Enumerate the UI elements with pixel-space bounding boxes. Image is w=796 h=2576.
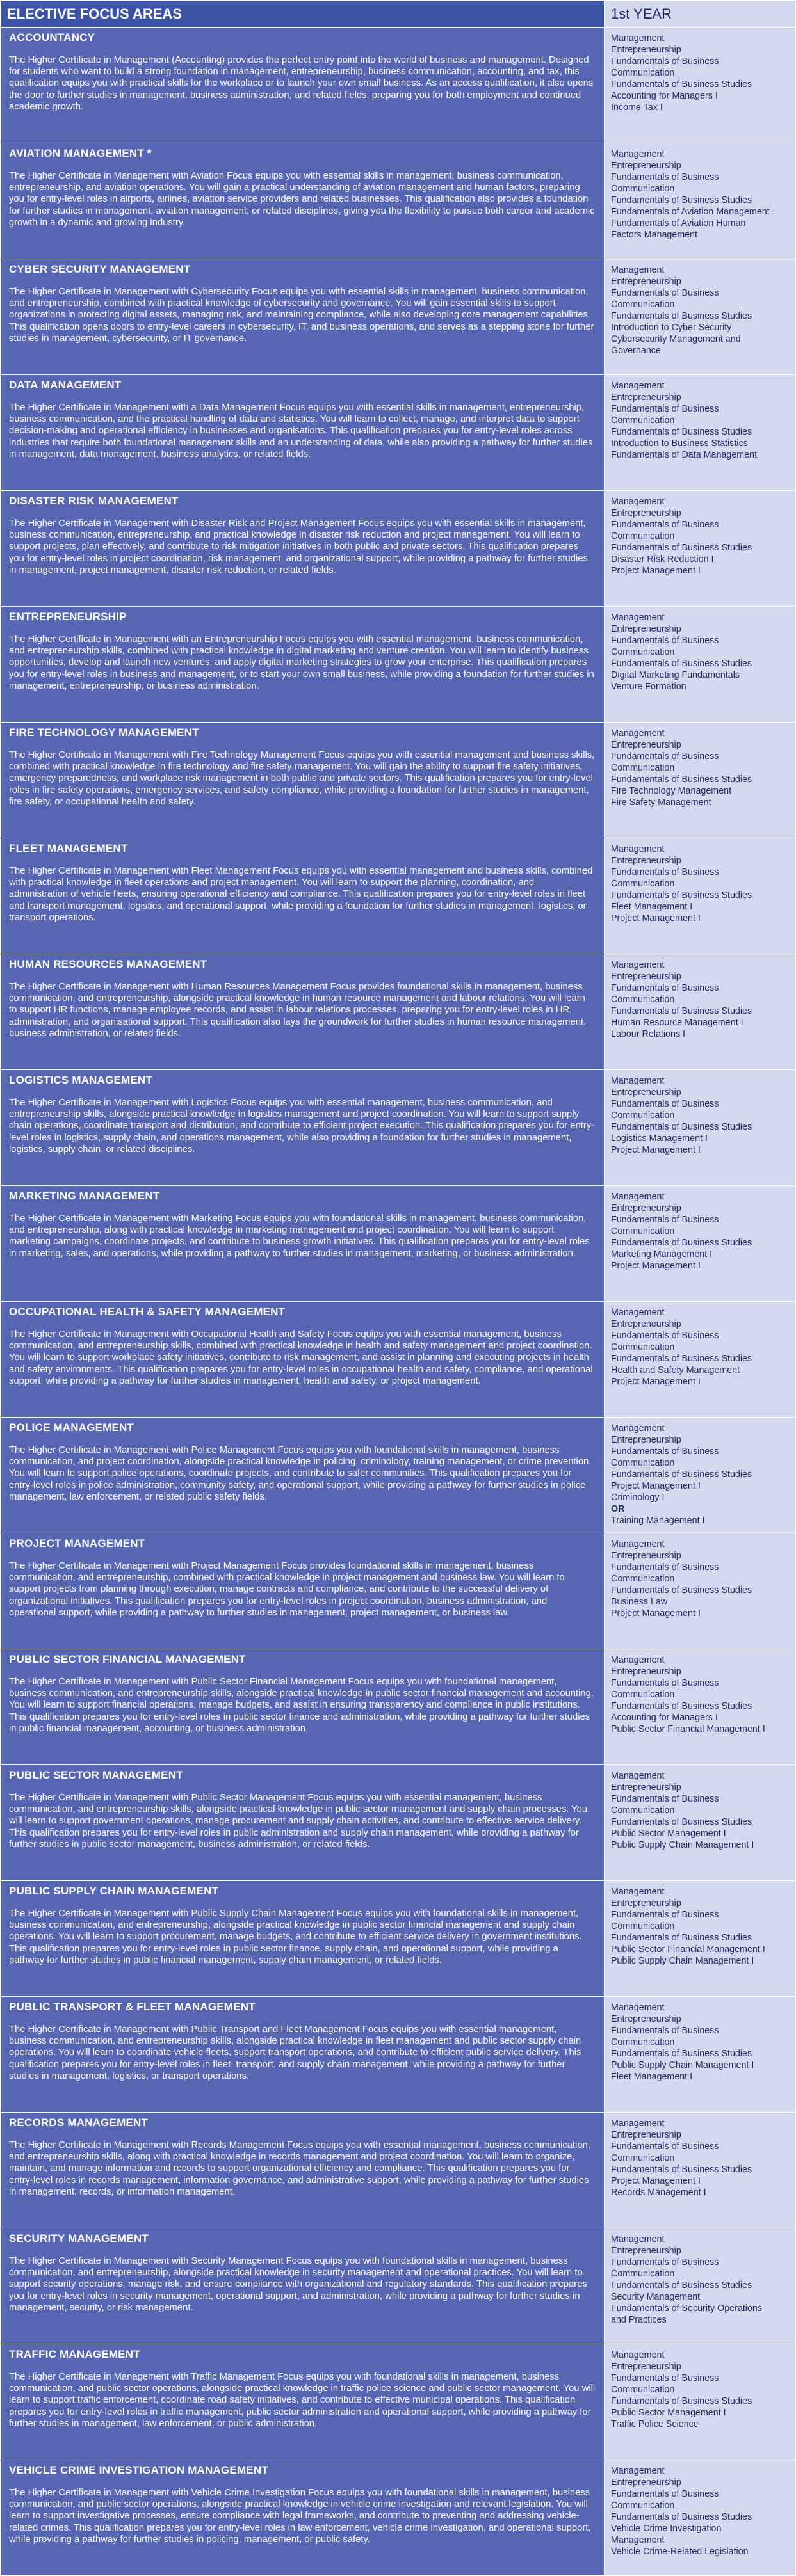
focus-area-description: The Higher Certificate in Management with Traffic Management Focus equips you with foundational skills in management, business communication, and public sector operations, alongside practical knowledge in traffic police science and public sector management. You will learn to support traffic enforcement, coordinate road safety initiatives, and contribute to effective municipal operations. This qualification prepares you for entry-level roles in traffic management, public sector administration and operational support, while providing a pathway for further studies in management, law enforcement, or public administration. — [9, 2372, 596, 2429]
module-item: Management — [611, 1192, 665, 1202]
table-row — [1, 1649, 796, 1765]
module-item: Management — [611, 381, 665, 391]
module-item: Fundamentals of Business Studies — [611, 659, 752, 669]
module-item: Communication — [611, 1342, 675, 1352]
module-item: Communication — [611, 995, 675, 1005]
module-item: Fundamentals of Business Studies — [611, 543, 752, 553]
module-item: Fundamentals of Business — [611, 2141, 719, 2152]
focus-area-title: FIRE TECHNOLOGY MANAGEMENT — [9, 726, 199, 739]
table-row — [1, 607, 796, 723]
module-item: Cybersecurity Management and — [611, 334, 741, 344]
focus-area-cell — [1, 607, 605, 723]
table-row — [1, 2113, 796, 2228]
module-item: Fundamentals of Business Studies — [611, 427, 752, 437]
focus-area-description: The Higher Certificate in Management with Human Resources Management Focus provides foundational skills in management, business communication, and entrepreneurship, alongside practical knowledge in human resource management and labour relations. You will learn to support HR functions, manage employee records, and assist in labour relations processes, preparing you for entry-level roles in HR, administration, and organisational support. This qualification also lays the groundwork for further studies in human resource management, business administration, or related fields. — [9, 982, 587, 1039]
module-item: Public Sector Management I — [611, 1828, 726, 1839]
module-item: Management — [611, 2003, 665, 2013]
module-item: Communication — [611, 1690, 675, 1700]
module-item: Fundamentals of Business Studies — [611, 890, 752, 900]
module-item: Project Management I — [611, 913, 701, 924]
focus-area-description: The Higher Certificate in Management with Logistics Focus equips you with essential management, business communication, and entrepreneurship skills, alongside practical knowledge in logistics management and project coordination. You will learn to support supply chain operations, coordinate transport and distribution, and contribute to efficient project execution. This qualification prepares you for entry-level roles in logistics, supply chain, and operations management, while also providing a foundation for further studies in management, logistics, supply chain, or related disciplines. — [9, 1098, 595, 1155]
module-item: Entrepreneurship — [611, 45, 681, 55]
first-year-modules-cell — [605, 723, 796, 838]
first-year-modules-cell — [605, 1649, 796, 1765]
focus-area-cell — [1, 723, 605, 838]
module-item: Governance — [611, 346, 661, 356]
module-item: Project Management I — [611, 1481, 701, 1491]
module-item: Fundamentals of Business — [611, 1562, 719, 1572]
module-item: Fundamentals of Business — [611, 1215, 719, 1225]
module-item: Management — [611, 265, 665, 275]
first-year-modules-cell — [605, 607, 796, 723]
focus-area-cell — [1, 1533, 605, 1649]
module-item: Entrepreneurship — [611, 1782, 681, 1793]
module-item: Criminology I — [611, 1492, 665, 1503]
module-item: Fundamentals of Business — [611, 2489, 719, 2499]
module-item: Communication — [611, 1458, 675, 1468]
module-item: Communication — [611, 2385, 675, 2395]
module-item: Fundamentals of Business Studies — [611, 195, 752, 205]
focus-area-cell — [1, 1765, 605, 1881]
module-item: Communication — [611, 531, 675, 541]
focus-area-description: The Higher Certificate in Management with Records Management Focus equips you with essential management, business communication, and entrepreneurship skills, along with practical knowledge in records management and project coordination. You will learn to organize, maintain, and manage information and records to support organizational efficiency and compliance. This qualification prepares you for entry-level roles in records management, information governance, and administrative support, while providing a pathway for further studies in management, records, or information management. — [9, 2140, 590, 2197]
module-item: Entrepreneurship — [611, 856, 681, 866]
module-item: Fundamentals of Business — [611, 172, 719, 182]
focus-area-cell — [1, 143, 605, 259]
module-item: Security Management — [611, 2292, 701, 2302]
module-item: Introduction to Business Statistics — [611, 438, 748, 449]
focus-area-title: PUBLIC SECTOR MANAGEMENT — [9, 1769, 183, 1781]
module-item: Management — [611, 1076, 665, 1086]
module-item: Fundamentals of Business Studies — [611, 2512, 752, 2522]
module-item: Communication — [611, 2269, 675, 2279]
module-item: Entrepreneurship — [611, 2362, 681, 2372]
module-item: Fundamentals of Business Studies — [611, 1585, 752, 1596]
module-item: Communication — [611, 2037, 675, 2047]
focus-area-description: The Higher Certificate in Management with a Data Management Focus equips you with essential skills in management, entrepreneurship, business communication, and the practical handling of data and statistics. You will learn to collect, manage, and interpret data to support decision-making and operational efficiency in businesses and organisations. This qualification prepares you for entry-level roles across industries that require both foundational management skills and an understanding of data, while also providing a pathway for further studies in management, data management, business analytics, or related fields. — [9, 403, 593, 460]
module-item: Fundamentals of Business Studies — [611, 1701, 752, 1711]
module-item: Fleet Management I — [611, 2072, 693, 2082]
module-item: Fundamentals of Business — [611, 520, 719, 530]
table-row — [1, 723, 796, 838]
focus-area-cell — [1, 2460, 605, 2576]
first-year-header: 1st YEAR — [605, 1, 796, 28]
module-item: Management — [611, 2535, 665, 2545]
module-item: Management — [611, 1887, 665, 1897]
focus-area-title: OCCUPATIONAL HEALTH & SAFETY MANAGEMENT — [9, 1306, 286, 1318]
module-item: Labour Relations I — [611, 1029, 686, 1039]
module-item: Venture Formation — [611, 682, 686, 692]
first-year-modules-cell — [605, 28, 796, 143]
module-item: Fire Technology Management — [611, 786, 732, 796]
module-item: Public Supply Chain Management I — [611, 1956, 754, 1966]
module-item: Communication — [611, 184, 675, 194]
focus-area-title: PUBLIC TRANSPORT & FLEET MANAGEMENT — [9, 2001, 256, 2013]
focus-area-description: The Higher Certificate in Management with Public Sector Financial Management Focus equips you with foundational management, business communication, and entrepreneurship skills, alongside practical knowledge in public sector financial management and accounting. You will learn to support financial operations, manage budgets, and assist in ensuring transparency and compliance in public institutions. This qualification prepares you for entry-level roles in public sector finance and administration, while providing a pathway for further studies in public financial management, accounting, or business administration. — [9, 1677, 594, 1734]
module-item: Communication — [611, 1226, 675, 1236]
module-item: Digital Marketing Fundamentals — [611, 670, 740, 680]
module-item: Management — [611, 728, 665, 739]
module-item: Communication — [611, 300, 675, 310]
first-year-modules-cell — [605, 1186, 796, 1302]
module-item: Training Management I — [611, 1516, 705, 1526]
module-item: and Practices — [611, 2315, 667, 2325]
first-year-modules-cell — [605, 1765, 796, 1881]
focus-area-cell — [1, 28, 605, 143]
table-row — [1, 838, 796, 954]
module-item: Vehicle Crime Investigation — [611, 2524, 722, 2534]
focus-area-description: The Higher Certificate in Management with Occupational Health and Safety Focus equips you with essential management, business communication, and entrepreneurship skills, combined with practical knowledge in health and safety management and project coordination. You will learn to support workplace safety initiatives, contribute to risk management, and assist in planning and executing projects in health and safety environments. This qualification prepares you for entry-level roles in occupational health and safety, compliance, and operational support, while providing a pathway for further studies in management, health and safety, or project management. — [9, 1329, 593, 1386]
table-row — [1, 1997, 796, 2113]
focus-area-description: The Higher Certificate in Management with Disaster Risk and Project Management Focus equips you with essential skills in management, business communication, entrepreneurship, and practical knowledge in disaster risk reduction and project management. You will learn to support projects, plan effectively, and contribute to risk mitigation initiatives in both public and private sectors. This qualification prepares you for entry-level roles in project coordination, risk management, and organizational support, while providing a pathway for further studies in management, project management, disaster risk reduction, or related fields. — [9, 518, 588, 575]
first-year-modules-cell — [605, 838, 796, 954]
module-item: Fundamentals of Business — [611, 1099, 719, 1109]
focus-area-description: The Higher Certificate in Management with Police Management Focus equips you with foundational skills in management, business communication, and project coordination, alongside practical knowledge in policing, criminology, training management, or crime prevention. You will learn to support police operations, coordinate projects, and contribute to safer communities. This qualification prepares you for entry-level roles in police administration, community safety, and operational support, while providing a pathway for further studies in police management, law enforcement, or related public safety fields. — [9, 1445, 592, 1502]
module-item: Entrepreneurship — [611, 972, 681, 982]
focus-area-cell — [1, 954, 605, 1070]
module-item: Project Management I — [611, 2176, 701, 2186]
module-item: Fundamentals of Business — [611, 1331, 719, 1341]
focus-area-cell — [1, 1418, 605, 1533]
focus-area-cell — [1, 1997, 605, 2113]
module-item: Fundamentals of Business — [611, 1794, 719, 1804]
focus-area-title: PROJECT MANAGEMENT — [9, 1537, 145, 1549]
module-item: Fundamentals of Business — [611, 636, 719, 646]
module-item: Fundamentals of Business — [611, 1446, 719, 1457]
module-item: Entrepreneurship — [611, 2014, 681, 2024]
table-row — [1, 2344, 796, 2460]
focus-area-cell — [1, 1070, 605, 1186]
module-item: Business Law — [611, 1597, 668, 1607]
focus-area-description: The Higher Certificate in Management with Vehicle Crime Investigation Focus equips you with foundational skills in management, business communication, and public sector operations, alongside practical knowledge in vehicle crime investigation and relevant legislation. You will learn to support investigative processes, ensure compliance with legal frameworks, and contribute to preventing and addressing vehicle-related crimes. This qualification prepares you for entry-level roles in law enforcement, vehicle crime investigation, and operational support, while providing a pathway for further studies in policing, management, or public safety. — [9, 2488, 591, 2545]
module-item: Entrepreneurship — [611, 161, 681, 171]
focus-area-title: POLICE MANAGEMENT — [9, 1421, 134, 1434]
focus-area-cell — [1, 259, 605, 375]
focus-area-cell — [1, 375, 605, 491]
module-item: Traffic Police Science — [611, 2419, 699, 2429]
table-row — [1, 1070, 796, 1186]
first-year-modules-cell — [605, 259, 796, 375]
first-year-modules-cell — [605, 2344, 796, 2460]
module-item: Fundamentals of Business — [611, 56, 719, 67]
table-row — [1, 375, 796, 491]
module-item: Fundamentals of Business Studies — [611, 1817, 752, 1827]
focus-area-description: The Higher Certificate in Management with Fleet Management Focus equips you with essential management and business skills, combined with practical knowledge in fleet operations and project management. You will learn to support the planning, coordination, and administration of vehicle fleets, ensuring operational efficiency and compliance. This qualification prepares you for entry-level roles in fleet and transport management, logistics, and operational support, while providing a foundation for further studies in management, logistics, or transport operations. — [9, 866, 593, 923]
module-item: Entrepreneurship — [611, 2477, 681, 2488]
table-row — [1, 1302, 796, 1418]
module-item: Management — [611, 2466, 665, 2476]
focus-area-description: The Higher Certificate in Management with Project Management Focus provides foundational skills in management, business communication, and entrepreneurship, combined with practical knowledge in project management and business law. You will learn to support projects from planning through execution, manage contracts and compliance, and contribute to the successful delivery of organizational initiatives. This qualification prepares you for entry-level roles in project coordination, business administration, and operational support, while providing a pathway to further studies in management, project management, or business law. — [9, 1561, 565, 1618]
module-item: Fundamentals of Business — [611, 867, 719, 877]
module-item: Fundamentals of Business Studies — [611, 1469, 752, 1480]
module-item: Records Management I — [611, 2188, 706, 2198]
module-item: Health and Safety Management — [611, 1365, 740, 1375]
first-year-modules-cell — [605, 2113, 796, 2228]
focus-area-description: The Higher Certificate in Management with Aviation Focus equips you with essential skills in management, business communication, entrepreneurship, and aviation operations. You will gain a practical understanding of aviation management and human factors, preparing you for entry-level roles in airports, airlines, aviation service providers and related businesses. This qualification also provides a foundation for further studies in management, aviation management; or related disciplines, giving you the flexibility to pursue both career and academic growth in a dynamic and growing industry. — [9, 171, 595, 228]
module-item: Fundamentals of Business Studies — [611, 2164, 752, 2175]
focus-area-title: LOGISTICS MANAGEMENT — [9, 1074, 153, 1086]
module-item: Marketing Management I — [611, 1249, 713, 1260]
module-item: Communication — [611, 647, 675, 657]
module-item: Management — [611, 149, 665, 159]
focus-area-cell — [1, 2113, 605, 2228]
first-year-modules-cell — [605, 143, 796, 259]
module-or-separator: OR — [611, 1504, 625, 1514]
module-item: Project Management I — [611, 1261, 701, 1271]
module-item: Fire Safety Management — [611, 797, 711, 808]
first-year-modules-cell — [605, 1997, 796, 2113]
first-year-modules-cell — [605, 2460, 796, 2576]
module-item: Entrepreneurship — [611, 624, 681, 634]
module-item: Fundamentals of Data Management — [611, 450, 758, 460]
module-item: Disaster Risk Reduction I — [611, 554, 714, 564]
module-item: Management — [611, 612, 665, 623]
focus-area-title: MARKETING MANAGEMENT — [9, 1190, 160, 1202]
module-item: Fundamentals of Aviation Management — [611, 207, 770, 217]
module-item: Introduction to Cyber Security — [611, 323, 732, 333]
module-item: Entrepreneurship — [611, 1551, 681, 1561]
table-row — [1, 143, 796, 259]
module-item: Communication — [611, 2500, 675, 2511]
module-item: Communication — [611, 1921, 675, 1932]
first-year-modules-cell — [605, 1302, 796, 1418]
module-item: Fundamentals of Business Studies — [611, 1354, 752, 1364]
focus-area-cell — [1, 2344, 605, 2460]
module-item: Entrepreneurship — [611, 1435, 681, 1445]
focus-area-cell — [1, 838, 605, 954]
module-item: Fundamentals of Business Studies — [611, 79, 752, 90]
module-item: Management — [611, 33, 665, 44]
table-row — [1, 2228, 796, 2344]
first-year-modules-cell — [605, 375, 796, 491]
module-item: Project Management I — [611, 566, 701, 576]
table-row — [1, 28, 796, 143]
table-row — [1, 1881, 796, 1997]
module-item: Public Sector Financial Management I — [611, 1944, 765, 1955]
module-item: Fundamentals of Business Studies — [611, 1238, 752, 1248]
elective-focus-areas-header: ELECTIVE FOCUS AREAS — [1, 1, 605, 28]
focus-area-description: The Higher Certificate in Management with Public Transport and Fleet Management Focus equips you with essential management, business communication, and entrepreneurship skills, alongside practical knowledge in fleet management and public sector supply chain operations. You will learn to coordinate vehicle fleets, support transport operations, and contribute to efficient public service delivery. This qualification prepares you for entry-level roles in fleet, transport, and supply chain management, while providing a pathway for further studies in management, logistics, or transport operations. — [9, 2024, 581, 2081]
module-item: Fundamentals of Business Studies — [611, 2049, 752, 2059]
first-year-modules-cell — [605, 1418, 796, 1533]
table-row — [1, 1418, 796, 1533]
module-item: Communication — [611, 879, 675, 889]
module-item: Fundamentals of Business — [611, 404, 719, 414]
focus-area-title: PUBLIC SECTOR FINANCIAL MANAGEMENT — [9, 1653, 246, 1665]
focus-area-cell — [1, 1302, 605, 1418]
module-item: Management — [611, 844, 665, 854]
module-item: Management — [611, 2350, 665, 2360]
module-item: Fundamentals of Business Studies — [611, 1006, 752, 1016]
module-item: Logistics Management I — [611, 1133, 708, 1144]
focus-area-title: HUMAN RESOURCES MANAGEMENT — [9, 958, 207, 970]
module-item: Fundamentals of Business Studies — [611, 774, 752, 785]
module-item: Public Sector Financial Management I — [611, 1724, 765, 1734]
module-item: Fundamentals of Business — [611, 2373, 719, 2383]
module-item: Communication — [611, 1574, 675, 1584]
module-item: Fleet Management I — [611, 902, 693, 912]
module-item: Communication — [611, 2153, 675, 2163]
module-item: Communication — [611, 763, 675, 773]
first-year-modules-cell — [605, 1070, 796, 1186]
focus-area-title: ENTREPRENEURSHIP — [9, 611, 127, 623]
module-item: Communication — [611, 415, 675, 426]
focus-area-description: The Higher Certificate in Management with Public Supply Chain Management Focus equips you with foundational skills in management, business communication, and entrepreneurship, alongside practical knowledge in public sector financial management and supply chain operations. You will learn to support procurement, manage budgets, and contribute to efficient service delivery in government institutions. This qualification prepares you for entry-level roles in public sector finance, supply chain, and operational support, while providing a pathway for further studies in public financial management, supply chain management, or related fields. — [9, 1908, 582, 1965]
focus-area-title: SECURITY MANAGEMENT — [9, 2232, 149, 2244]
module-item: Fundamentals of Business Studies — [611, 2280, 752, 2291]
module-item: Entrepreneurship — [611, 1667, 681, 1677]
module-item: Management — [611, 2234, 665, 2244]
module-item: Vehicle Crime-Related Legislation — [611, 2547, 749, 2557]
module-item: Accounting for Managers I — [611, 1713, 718, 1723]
module-item: Income Tax I — [611, 102, 663, 113]
focus-area-description: The Higher Certificate in Management with Security Management Focus equips you with foundational skills in management, business communication, and entrepreneurship, alongside practical knowledge in security management and operational practices. You will learn to support security operations, manage risk, and ensure compliance with organizational and regulatory standards. This qualification prepares you for entry-level roles in security management, operational support, and administration, while providing a pathway for further studies in management, security, or risk management. — [9, 2256, 587, 2313]
module-item: Fundamentals of Business — [611, 2026, 719, 2036]
table-row — [1, 2460, 796, 2576]
focus-area-title: PUBLIC SUPPLY CHAIN MANAGEMENT — [9, 1885, 219, 1897]
module-item: Public Supply Chain Management I — [611, 2060, 754, 2070]
module-item: Management — [611, 1771, 665, 1781]
focus-area-description: The Higher Certificate in Management with Cybersecurity Focus equips you with essential skills in management, business communication, and entrepreneurship, combined with practical knowledge of cybersecurity and governance. You will gain essential skills to support organizations in protecting digital assets, managing risk, and maintaining compliance, while also developing core management capabilities. This qualification opens doors to entry-level careers in cybersecurity, IT, and business operations, and serves as a stepping stone for further studies in management, cybersecurity, or IT governance. — [9, 287, 594, 344]
module-item: Fundamentals of Business Studies — [611, 2396, 752, 2406]
module-item: Management — [611, 1539, 665, 1549]
module-item: Communication — [611, 68, 675, 78]
module-item: Entrepreneurship — [611, 1203, 681, 1213]
module-item: Project Management I — [611, 1145, 701, 1155]
module-item: Management — [611, 1308, 665, 1318]
module-item: Communication — [611, 1805, 675, 1816]
focus-area-title: TRAFFIC MANAGEMENT — [9, 2348, 140, 2360]
module-item: Project Management I — [611, 1377, 701, 1387]
module-item: Entrepreneurship — [611, 508, 681, 518]
module-item: Fundamentals of Business — [611, 983, 719, 993]
focus-area-cell — [1, 491, 605, 607]
module-item: Entrepreneurship — [611, 2246, 681, 2256]
table-row — [1, 954, 796, 1070]
module-item: Entrepreneurship — [611, 276, 681, 287]
module-item: Management — [611, 1655, 665, 1665]
focus-area-title: VEHICLE CRIME INVESTIGATION MANAGEMENT — [9, 2464, 268, 2476]
module-item: Fundamentals of Security Operations — [611, 2303, 763, 2314]
module-item: Entrepreneurship — [611, 392, 681, 403]
table-row — [1, 1533, 796, 1649]
module-item: Management — [611, 2118, 665, 2129]
focus-area-title: ACCOUNTANCY — [9, 31, 95, 44]
module-item: Entrepreneurship — [611, 1087, 681, 1098]
module-item: Fundamentals of Business Studies — [611, 311, 752, 321]
module-item: Entrepreneurship — [611, 740, 681, 750]
module-item: Factors Management — [611, 230, 698, 240]
focus-area-title: CYBER SECURITY MANAGEMENT — [9, 263, 191, 275]
focus-area-description: The Higher Certificate in Management with an Entrepreneurship Focus equips you with essential management, business communication, and entrepreneurship skills, combined with practical knowledge in digital marketing and venture creation. You will learn to identify business opportunities, develop and launch new ventures, and apply digital marketing strategies to grow your enterprise. This qualification prepares you for entry-level roles in business and management, or to start your own small business, while providing a foundation for further studies in management, entrepreneurship, or business administration. — [9, 634, 594, 691]
module-item: Fundamentals of Business Studies — [611, 1122, 752, 1132]
module-item: Project Management I — [611, 1608, 701, 1619]
first-year-modules-cell — [605, 1881, 796, 1997]
module-item: Communication — [611, 1110, 675, 1121]
module-item: Entrepreneurship — [611, 2130, 681, 2140]
module-item: Human Resource Management I — [611, 1018, 743, 1028]
focus-area-cell — [1, 1881, 605, 1997]
table-row — [1, 1765, 796, 1881]
focus-area-description: The Higher Certificate in Management with Public Sector Management Focus equips you with essential management, business communication, and entrepreneurship skills, alongside practical knowledge in public sector management and supply chain processes. You will learn to support government operations, manage procurement and supply chain activities, and contribute to effective service delivery. This qualification prepares you for entry-level roles in public administration and supply chain management, while providing a pathway for further studies in public sector management, business administration, or related fields. — [9, 1793, 588, 1850]
module-item: Entrepreneurship — [611, 1319, 681, 1329]
focus-area-description: The Higher Certificate in Management (Accounting) provides the perfect entry point into the world of business and management. Designed for students who want to build a strong foundation in management, entrepreneurship, business communication, accounting, and tax, this qualification equips you with practical skills for the workplace or to launch your own small business. As an access qualification, it also opens the door to further studies in management, business administration, and related fields, preparing you for both employment and continued academic growth. — [9, 55, 594, 112]
module-item: Accounting for Managers I — [611, 91, 718, 101]
first-year-modules-cell — [605, 1533, 796, 1649]
module-item: Fundamentals of Business — [611, 1910, 719, 1920]
focus-area-title: FLEET MANAGEMENT — [9, 842, 128, 854]
focus-area-title: DISASTER RISK MANAGEMENT — [9, 495, 179, 507]
first-year-modules-cell — [605, 954, 796, 1070]
module-item: Fundamentals of Business — [611, 2257, 719, 2268]
focus-area-description: The Higher Certificate in Management with Fire Technology Management Focus equips you with essential management and business skills, combined with practical knowledge in fire technology and fire safety management. You will gain the ability to support fire safety initiatives, emergency preparedness, and workplace risk management in both public and private sectors. This qualification prepares you for entry-level roles in fire safety operations, emergency services, and safety compliance, while providing a foundation for further studies in management, fire safety, or occupational health and safety. — [9, 750, 595, 807]
module-item: Fundamentals of Aviation Human — [611, 218, 746, 228]
module-item: Entrepreneurship — [611, 1898, 681, 1908]
focus-area-title: AVIATION MANAGEMENT * — [9, 147, 152, 159]
focus-area-cell — [1, 2228, 605, 2344]
module-item: Management — [611, 960, 665, 970]
module-item: Public Sector Management I — [611, 2408, 726, 2418]
module-item: Fundamentals of Business — [611, 751, 719, 762]
module-item: Management — [611, 497, 665, 507]
focus-area-description: The Higher Certificate in Management with Marketing Focus equips you with foundational skills in management, business communication, and entrepreneurship, along with practical knowledge in marketing management and project coordination. You will learn to support marketing campaigns, coordinate projects, and contribute to business growth initiatives. This qualification prepares you for entry-level roles in marketing, sales, and operations, while providing a pathway to further studies in management, marketing, or business administration. — [9, 1213, 590, 1259]
focus-area-title: RECORDS MANAGEMENT — [9, 2116, 149, 2129]
table-header-row — [1, 1, 796, 28]
focus-area-title: DATA MANAGEMENT — [9, 379, 122, 391]
module-item: Fundamentals of Business — [611, 1678, 719, 1688]
focus-area-cell — [1, 1649, 605, 1765]
table-row — [1, 259, 796, 375]
first-year-modules-cell — [605, 491, 796, 607]
table-body — [1, 28, 796, 2576]
focus-area-cell — [1, 1186, 605, 1302]
module-item: Management — [611, 1423, 665, 1434]
module-item: Public Supply Chain Management I — [611, 1840, 754, 1850]
module-item: Fundamentals of Business Studies — [611, 1933, 752, 1943]
first-year-modules-cell — [605, 2228, 796, 2344]
module-item: Fundamentals of Business — [611, 288, 719, 298]
table-row — [1, 491, 796, 607]
table-row — [1, 1186, 796, 1302]
